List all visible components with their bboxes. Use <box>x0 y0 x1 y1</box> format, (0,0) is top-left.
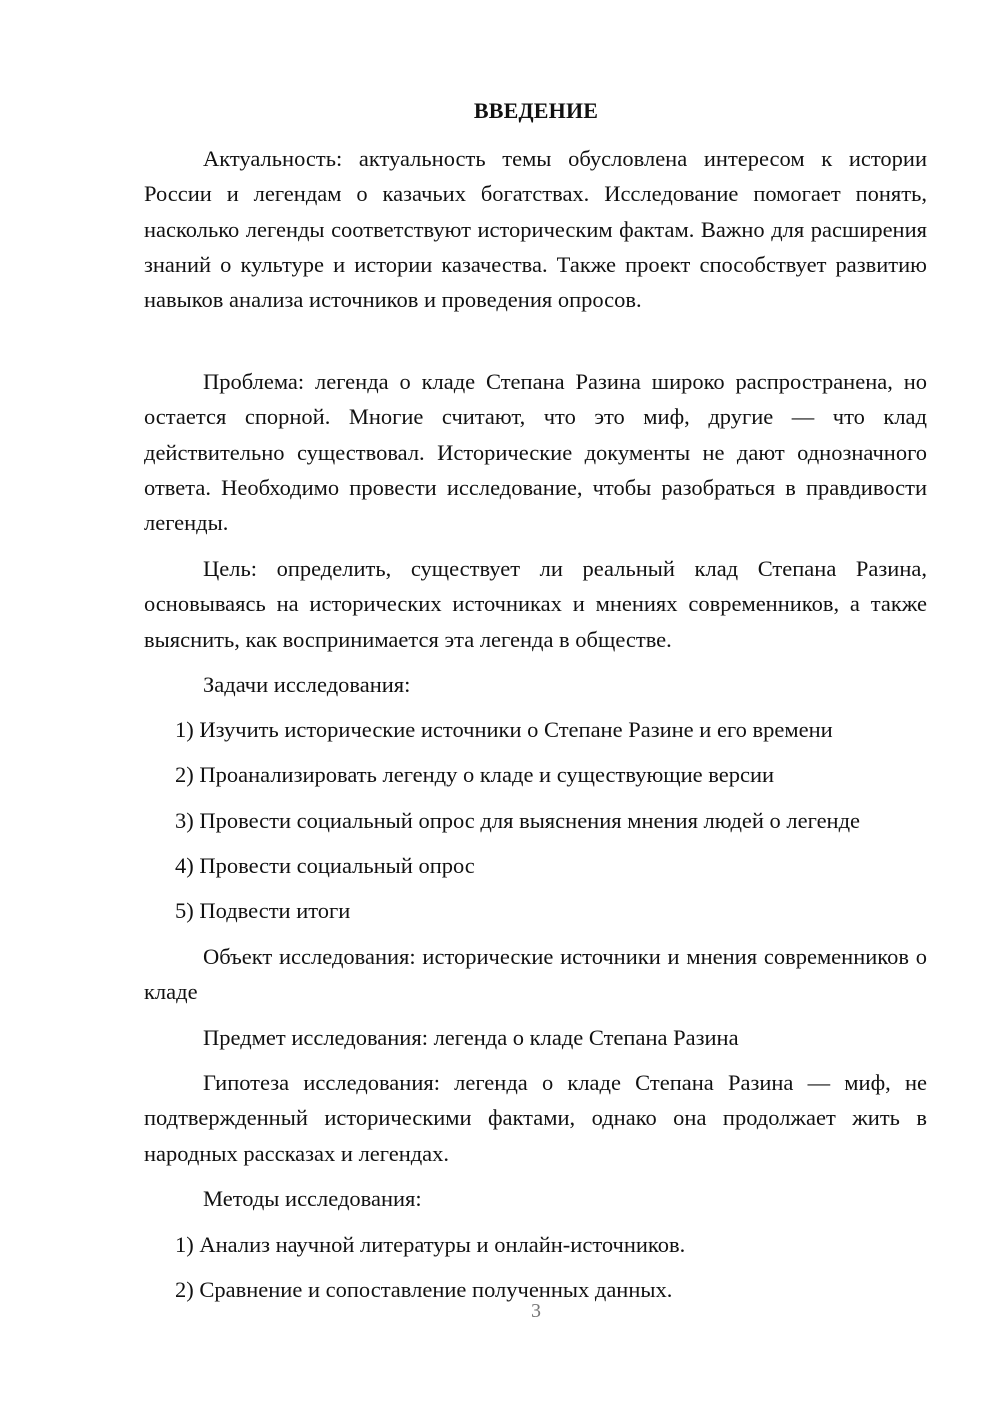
page-title: ВВЕДЕНИЕ <box>473 98 599 123</box>
subject-paragraph: Предмет исследования: легенда о кладе Степана Разина <box>203 1025 739 1050</box>
relevance-paragraph: Актуальность: актуальность темы обусловлена интересом к истории России и легендам о казачьих богатствах. Исследование помогает понять, насколько легенды соответствуют историческим фактам. Важно для расширения знаний о культуре и истории казачества. Также проект способствует развитию навыков анализа источников и проведения опросов. <box>144 146 927 313</box>
task-item-4: 4) Провести социальный опрос <box>175 853 475 878</box>
task-item-5: 5) Подвести итоги <box>175 898 351 923</box>
method-item-2: 2) Сравнение и сопоставление полученных данных. <box>175 1277 673 1302</box>
hypothesis-paragraph: Гипотеза исследования: легенда о кладе Степана Разина — миф, не подтвержденный историческими фактами, однако она продолжает жить в народных рассказах и легендах. <box>144 1070 927 1166</box>
goal-paragraph: Цель: определить, существует ли реальный клад Степана Разина, основываясь на исторических источниках и мнениях современников, а также выяснить, как воспринимается эта легенда в обществе. <box>144 556 927 652</box>
task-item-3: 3) Провести социальный опрос для выяснения мнения людей о легенде <box>175 808 861 833</box>
tasks-heading: Задачи исследования: <box>203 672 411 697</box>
task-item-1: 1) Изучить исторические источники о Степане Разине и его времени <box>175 717 833 742</box>
problem-paragraph: Проблема: легенда о кладе Степана Разина широко распространена, но остается спорной. Многие считают, что это миф, другие — что клад действительно существовал. Исторические документы не дают однозначного ответа. Необходимо провести исследование, чтобы разобраться в правдивости легенды. <box>144 369 927 536</box>
method-item-1: 1) Анализ научной литературы и онлайн-источников. <box>175 1232 686 1257</box>
page-number: 3 <box>531 1300 541 1322</box>
object-paragraph: Объект исследования: исторические источники и мнения современников о кладе <box>144 944 927 1005</box>
methods-heading: Методы исследования: <box>203 1186 422 1211</box>
task-item-2: 2) Проанализировать легенду о кладе и существующие версии <box>175 762 775 787</box>
